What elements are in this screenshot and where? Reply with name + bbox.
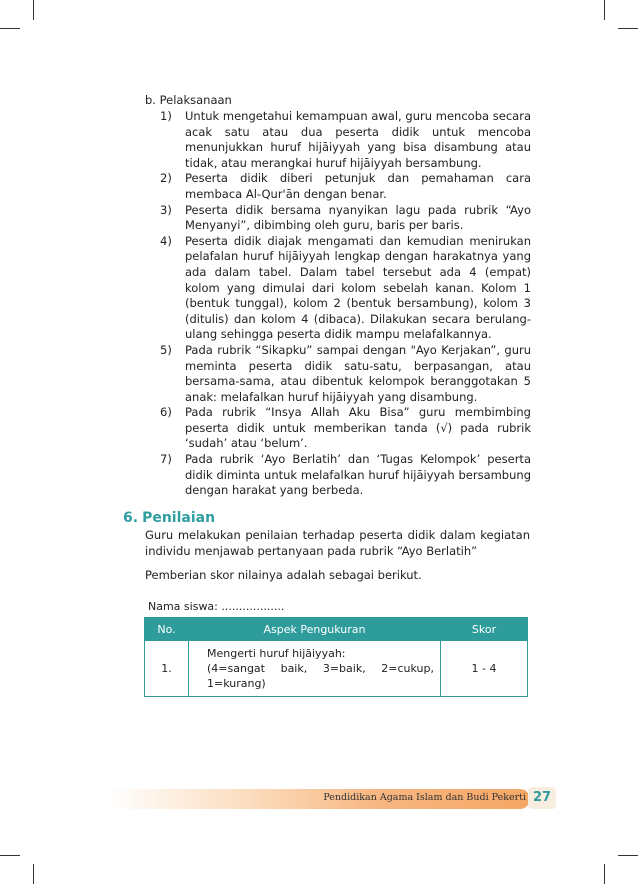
step-number: 3) [160,202,172,217]
header-no: No. [145,618,189,641]
row-aspect [189,641,441,697]
step-number: 1) [160,109,172,123]
step-text: Peserta didik diberi petunjuk dan pemahaman cara membaca Al-Qur'ān dengan benar. [185,171,531,201]
step-number: 2) [160,171,172,186]
step-text: Peserta didik bersama nyanyikan lagu pada rubrik “Ayo Menyanyi”, dibimbing oleh guru, baris per baris. [185,202,531,233]
table-header-row [145,618,528,641]
student-name-field: Nama siswa: .................. [148,600,285,613]
section-b-title: b. Pelaksanaan [145,93,232,107]
list-item [148,234,531,343]
section-number: 6. [123,510,139,526]
step-number: 5) [160,342,172,357]
page-number: 27 [528,787,556,809]
step-number: 6) [160,405,172,420]
step-number: 4) [160,233,172,248]
step-text: Pada rubrik ‘Ayo Berlatih’ dan ‘Tugas Kelompok’ peserta didik diminta untuk melafalkan huruf hijāiyyah bersambung dengan harakat yang berbeda. [185,452,531,498]
row-score: 1 - 4 [441,641,528,697]
score-intro: Pemberian skor nilainya adalah sebagai berikut. [145,568,422,582]
section-title: Penilaian [142,510,216,526]
assessment-intro: Guru melakukan penilaian terhadap peserta didik dalam kegiatan individu menjawab pertanyaan pada rubrik “Ayo Berlatih” [145,528,530,558]
header-aspect: Aspek Pengukuran [189,618,441,641]
list-item [148,405,531,452]
step-number: 7) [160,452,172,467]
header-score: Skor [441,618,528,641]
step-text: Untuk mengetahui kemampuan awal, guru mencoba secara acak satu atau dua peserta didik untuk mencoba menunjukkan huruf hijāiyyah yang bisa disambung atau tidak, atau merangkai huruf hijāiyyah bersambung. [185,109,531,170]
step-text: Peserta didik diajak mengamati dan kemudian menirukan pelafalan huruf hijāiyyah lengkap dengan harakatnya yang ada dalam tabel. Dalam tabel tersebut ada 4 (empat) kolom yang dimulai dari kolom sebelah kanan. Kolom 1 (bentuk tunggal), kolom 2 (bentuk bersambung), kolom 3 (ditulis) dan kolom 4 (dibaca). Dilakukan secara berulang-ulang sehingga peserta didik mampu melafalkannya. [185,233,531,342]
list-item [148,109,531,171]
aspect-scale: (4=sangat baik, 3=baik, 2=cukup, 1=kurang) [207,662,434,690]
step-text: Pada rubrik “Insya Allah Aku Bisa” guru membimbing peserta didik untuk memberikan tanda (√) pada rubrik ‘sudah’ atau ‘belum’. [185,405,531,451]
section-6-heading [123,510,215,526]
list-item [148,171,531,202]
aspect-line: Mengerti huruf hijāiyyah: [207,647,346,660]
list-item [148,203,531,234]
score-table [144,617,528,697]
row-number: 1. [145,641,189,697]
list-item [148,343,531,405]
table-row [145,641,528,697]
list-item [148,452,531,499]
steps-list [148,109,531,499]
step-text: Pada rubrik “Sikapku” sampai dengan "Ayo Kerjakan”, guru meminta peserta didik satu-satu, berpasangan, atau bersama-sama, atau dibentuk kelompok beranggotakan 5 anak: melafalkan huruf hijāiyyah yang disambung. [185,342,531,404]
footer-book-title: Pendidikan Agama Islam dan Budi Pekerti [323,792,526,803]
